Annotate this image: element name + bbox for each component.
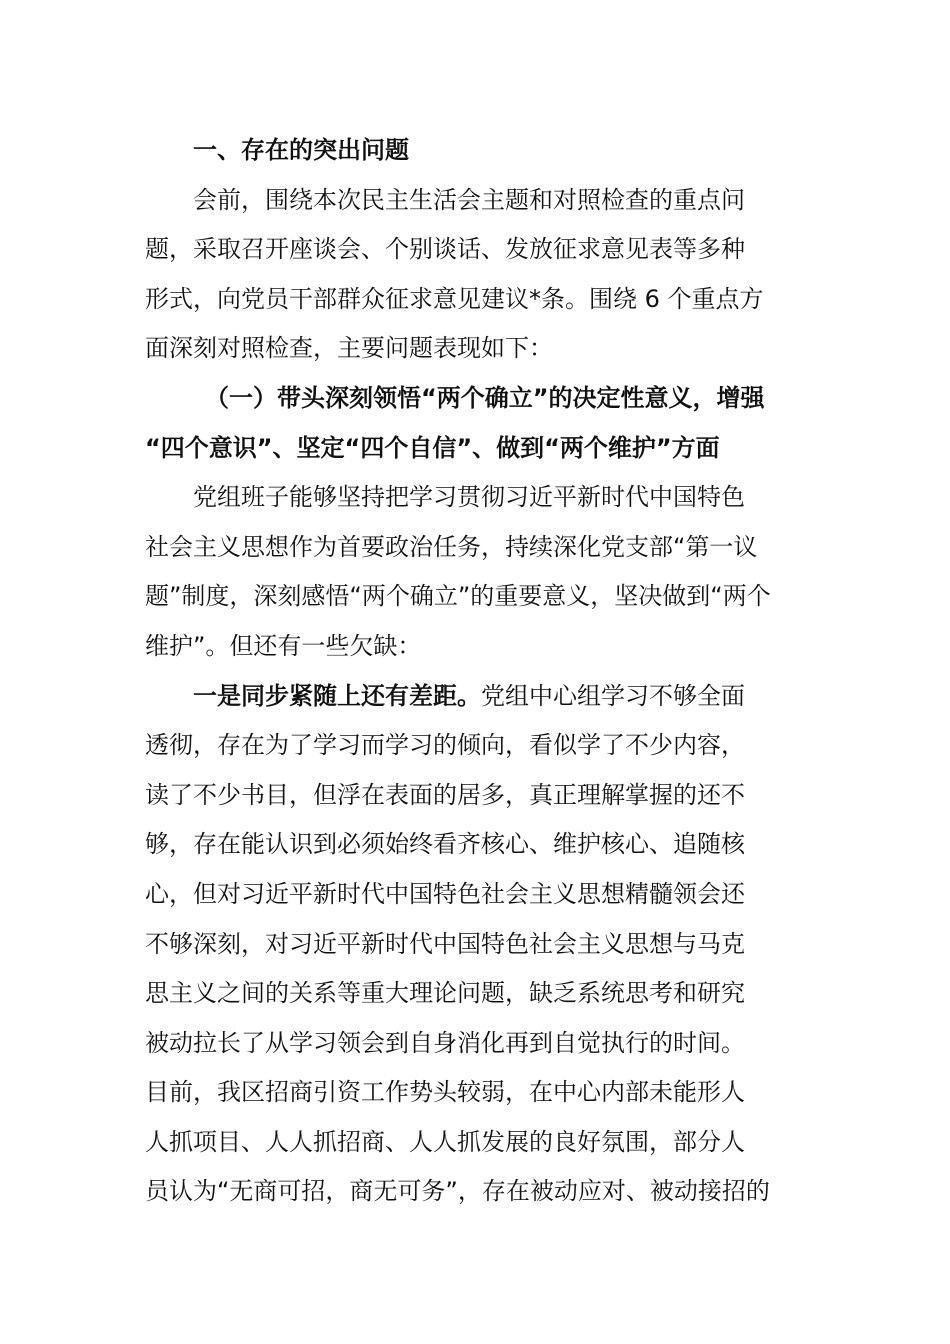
intro-line: 题，采取召开座谈会、个别谈话、发放征求意见表等多种 (145, 235, 745, 264)
paragraph-line: 人抓项目、人人抓招商、人人抓发展的良好氛围，部分人 (145, 1127, 745, 1156)
paragraph-line: 读了不少书目，但浮在表面的居多，真正理解掌握的还不 (145, 780, 745, 809)
paragraph-line: 题”制度，深刻感悟“两个确立”的重要意义，坚决做到“两个 (145, 582, 771, 611)
paragraph-line: 社会主义思想作为首要政治任务，持续深化党支部“第一议 (145, 532, 758, 561)
paragraph-line: 员认为“无商可招，商无可务”，存在被动应对、被动接招的 (145, 1177, 770, 1206)
paragraph-first-line (145, 672, 805, 722)
section-heading: 一、存在的突出问题 (193, 136, 409, 164)
paragraph-line: 够，存在能认识到必须始终看齐核心、维护核心、追随核 (145, 830, 745, 859)
lead-phrase: 一是同步紧随上还有差距。 (193, 681, 481, 710)
paragraph-line: 党组班子能够坚持把学习贯彻习近平新时代中国特色 (193, 483, 745, 512)
paragraph-party-group (145, 473, 805, 671)
first-line-rest: 党组中心组学习不够全面 (481, 681, 745, 710)
paragraph-line: 思主义之间的关系等重大理论问题，缺乏系统思考和研究 (145, 979, 745, 1008)
paragraph-line: 目前，我区招商引资工作势头较弱，在中心内部未能形人 (145, 1078, 745, 1107)
intro-paragraph (145, 176, 805, 374)
sub-heading (145, 374, 805, 473)
intro-line: 会前，围绕本次民主生活会主题和对照检查的重点问 (193, 185, 745, 214)
paragraph-line: 透彻，存在为了学习而学习的倾向，看似学了不少内容， (145, 731, 745, 760)
paragraph-line: 维护”。但还有一些欠缺： (145, 631, 422, 660)
document-body (145, 126, 805, 1217)
paragraph-line: 被动拉长了从学习领会到自身消化再到自觉执行的时间。 (145, 1028, 745, 1057)
intro-line: 形式，向党员干部群众征求意见建议*条。围绕 6 个重点方 (145, 284, 764, 313)
sub-heading-line: “四个意识”、坚定“四个自信”、做到“两个维护”方面 (145, 433, 720, 462)
paragraph-line: 不够深刻，对习近平新时代中国特色社会主义思想与马克 (145, 929, 745, 958)
sub-heading-line: （一）带头深刻领悟“两个确立”的决定性意义，增强 (205, 383, 765, 412)
paragraph-gap-analysis (145, 672, 805, 1218)
paragraph-line: 心，但对习近平新时代中国特色社会主义思想精髓领会还 (145, 879, 745, 908)
intro-line: 面深刻对照检查，主要问题表现如下： (145, 334, 553, 363)
